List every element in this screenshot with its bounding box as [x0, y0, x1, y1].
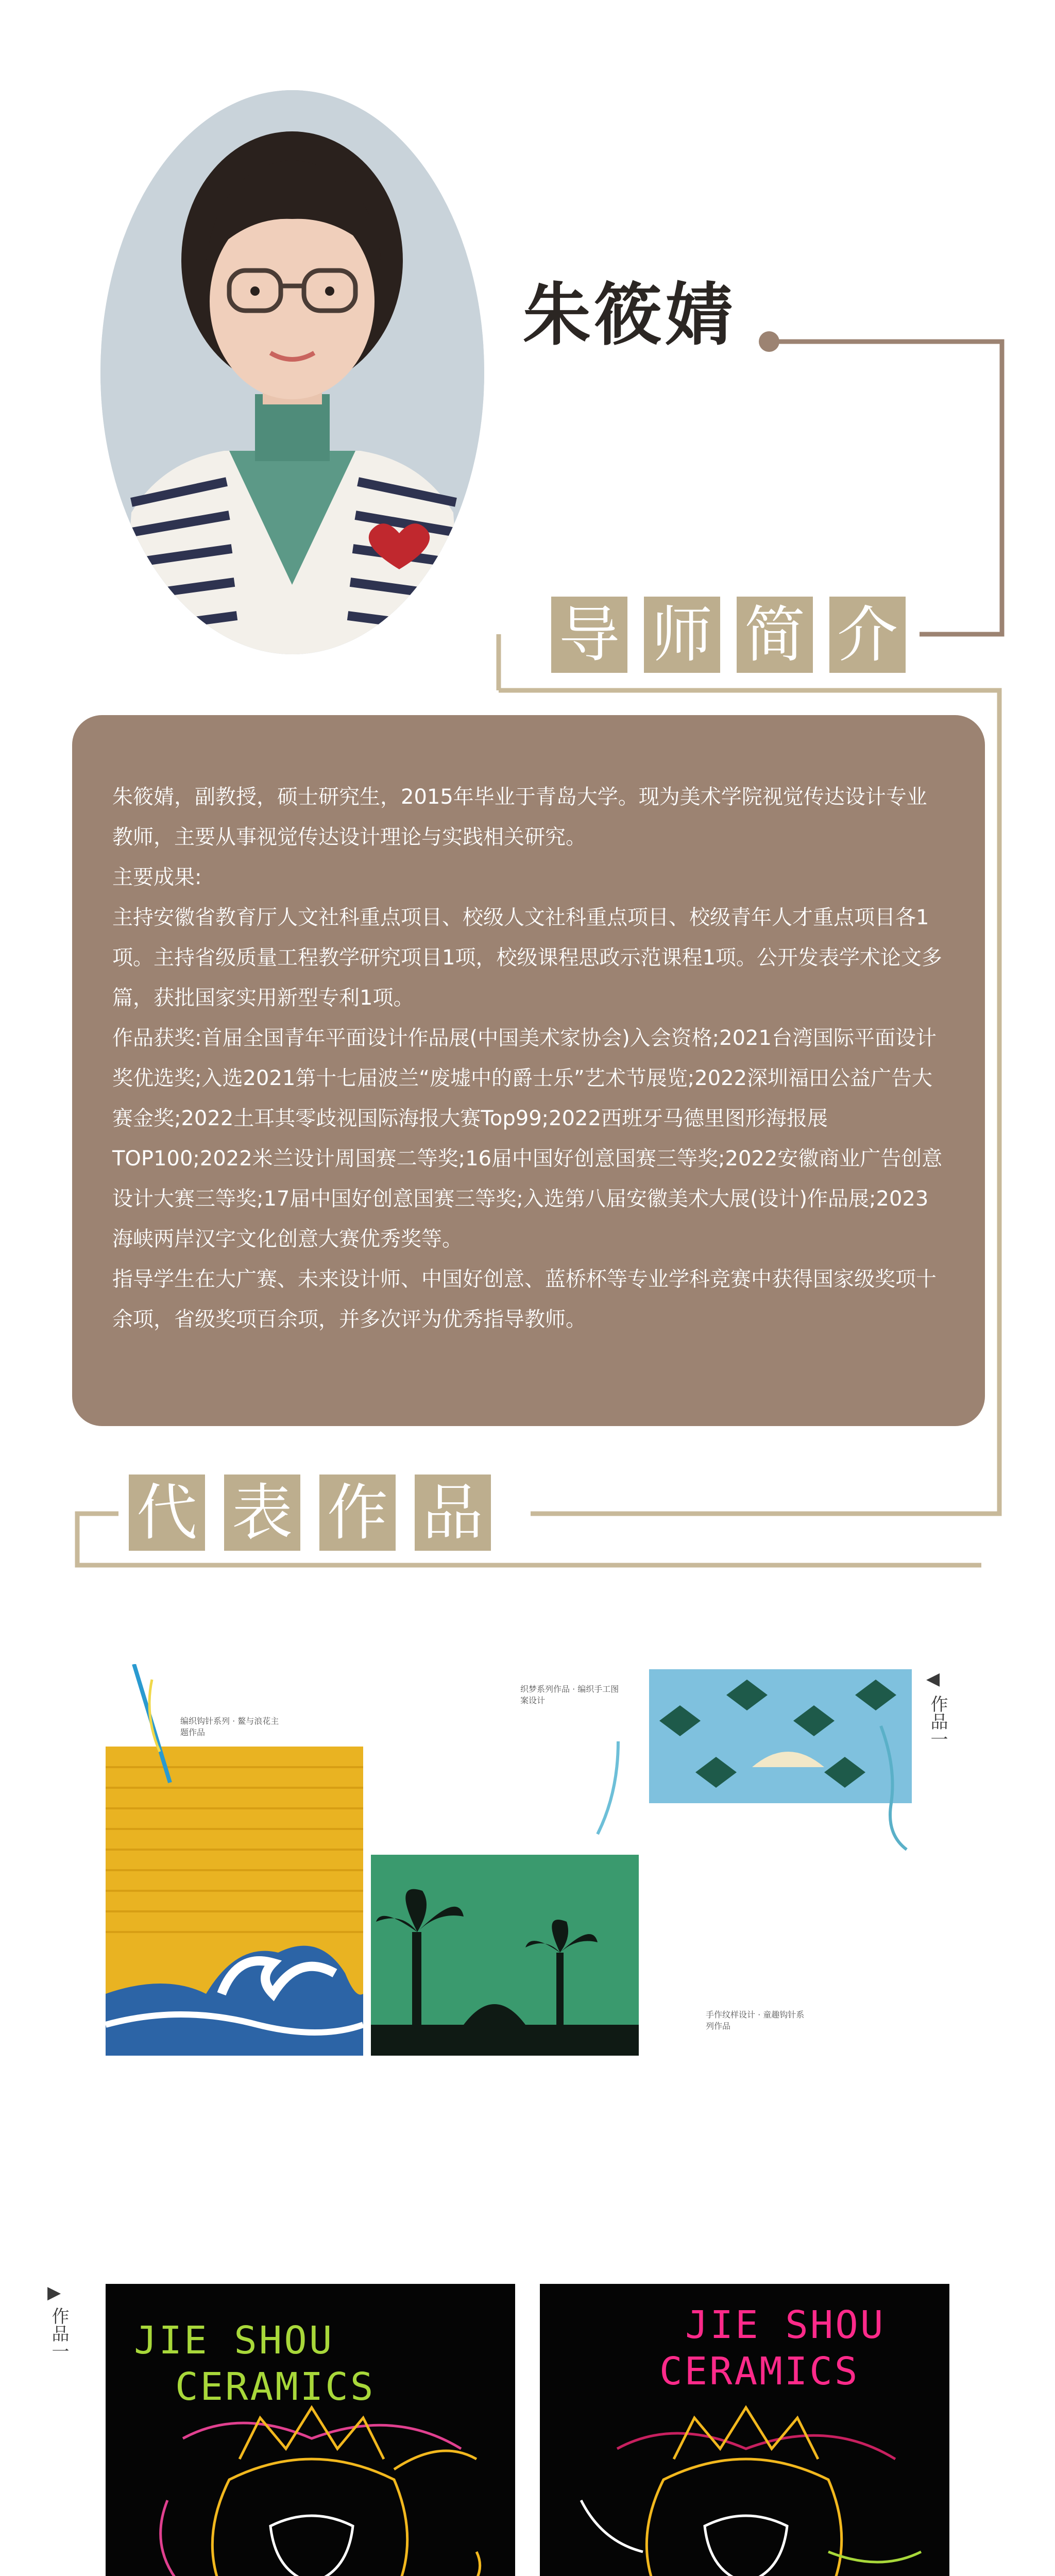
intro-title-char-3: 简 [737, 597, 813, 673]
crochet-caption-3: 手作纹样设计 · 童趣钩针系列作品 [706, 2010, 805, 2031]
crochet-caption-1: 编织钩针系列 · 鳌与浪花主题作品 [180, 1716, 279, 1737]
poster-right-title-line2: CERAMICS [659, 2349, 860, 2394]
crochet-caption-2: 织梦系列作品 · 编织手工图案设计 [520, 1684, 619, 1705]
work-label-2: 作品一 [48, 2307, 69, 2360]
intro-title-char-2: 师 [644, 597, 720, 673]
bio-paragraph: 主要成果: [112, 866, 202, 889]
poster-left-title-line1: JIE SHOU [134, 2318, 334, 2363]
poster-left-title-line2: CERAMICS [175, 2365, 376, 2409]
bio-paragraph: 主持安徽省教育厅人文社科重点项目、校级人文社科重点项目、校级青年人才重点项目各1项。主持省级质量工程教学研究项目1项，校级课程思政示范课程1项。公开发表学术论文多篇，获批国家实用新型专利1项。 [112, 906, 942, 1010]
bio-paragraph: 作品获奖:首届全国青年平面设计作品展(中国美术家协会)入会资格;2021台湾国际平面设计奖优选奖;入选2021第十七届波兰“废墟中的爵士乐”艺术节展览;2022深圳福田公益广告大赛金奖;2022土耳其零歧视国际海报大赛Top99;2022西班牙马德里图形海报展TOP100;2022米兰设计周国赛二等奖;16届中国好创意国赛三等奖;2022安徽商业广告创意设计大赛三等奖;17届中国好创意国赛三等奖;入选第八届安徽美术大展(设计)作品展;2023海峡两岸汉字文化创意大赛优秀奖等。 [112, 1026, 943, 1251]
works-title-char-3: 作 [319, 1475, 396, 1551]
intro-title-char-1: 导 [551, 597, 627, 673]
work-label-1-arrow: ▶ [926, 1671, 940, 1691]
work-label-2-arrow: ▶ [47, 2282, 61, 2303]
work-label-1: 作品一 [927, 1695, 948, 1748]
poster-right-title-line1: JIE SHOU [685, 2303, 886, 2347]
mentor-name: 朱筱婧 [523, 275, 736, 355]
works-title-char-1: 代 [129, 1475, 205, 1551]
portrait-photo [100, 90, 484, 654]
works-title-char-2: 表 [224, 1475, 300, 1551]
bio-paragraph: 朱筱婧，副教授，硕士研究生，2015年毕业于青岛大学。现为美术学院视觉传达设计专业教师，主要从事视觉传达设计理论与实践相关研究。 [112, 785, 927, 849]
works-title-char-4: 品 [415, 1475, 491, 1551]
bio-panel [72, 715, 985, 1426]
intro-title-char-4: 介 [829, 597, 906, 673]
bio-paragraph: 指导学生在大广赛、未来设计师、中国好创意、蓝桥杯等专业学科竞赛中获得国家级奖项十余项，省级奖项百余项，并多次评为优秀指导教师。 [112, 1267, 937, 1331]
